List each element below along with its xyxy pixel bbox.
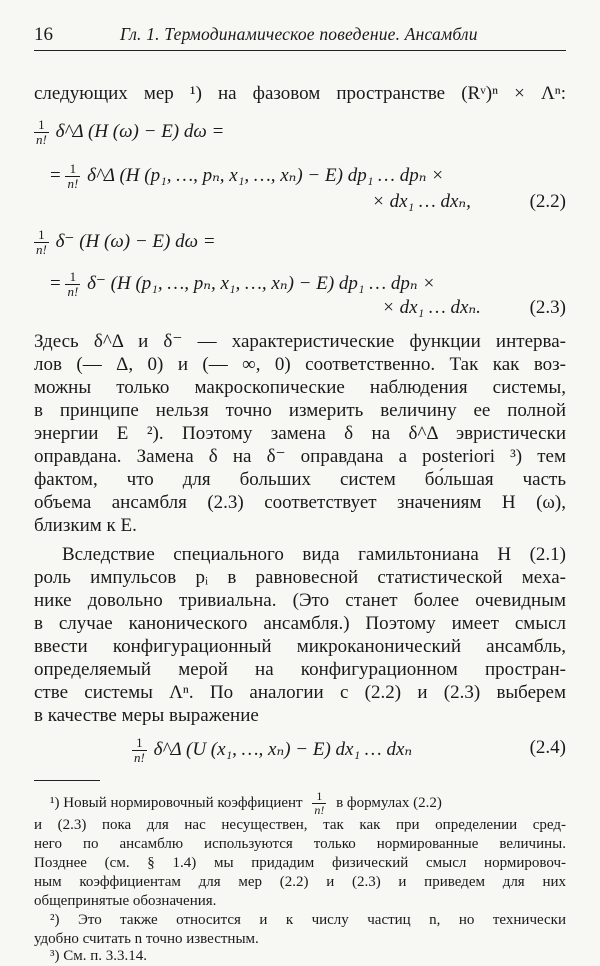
footnote-1-line: и (2.3) пока для нас несуществен, так как при определении сред- [34, 817, 566, 833]
equation-2-4: $\frac{1}{n!}$ δ^Δ (U (x₁, …, xₙ) − E) dx₁ … dxₙ [134, 735, 413, 765]
paragraph-1-line: лов (— Δ, 0) и (— ∞, 0) соответственно. Так как воз- [34, 354, 566, 375]
paragraph-2-line: роль импульсов pᵢ в равновесной статистической меха- [34, 567, 566, 588]
intro-line: следующих мер ¹) на фазовом пространстве (Rᵛ)ⁿ × Λⁿ: [34, 83, 566, 104]
paragraph-1-line: энергии E ²). Поэтому замена δ на δ^Δ эвристически [34, 423, 566, 444]
paragraph-2-line: нике довольно тривиальна. (Это станет более очевидным [34, 590, 566, 611]
equation-2-2-line-3: × dx₁ … dxₙ, [372, 191, 471, 212]
footnote-rule [34, 780, 100, 781]
footnote-1-line: него по ансамблю используются только нормированные величины. [34, 836, 566, 852]
paragraph-1-line: Здесь δ^Δ и δ⁻ — характеристические функции интерва- [34, 331, 566, 352]
paragraph-1-line: фактом, что для больших систем бо́льшая часть [34, 469, 566, 490]
paragraph-2-line: определяемый мерой на конфигурационном простран- [34, 659, 566, 680]
fraction: $\frac{1}{n!}$ [67, 269, 79, 299]
fraction: $\frac{1}{n!}$ [36, 117, 47, 147]
fraction: $\frac{1}{n!}$ [36, 227, 47, 257]
paragraph-1-line: близким к E. [34, 515, 137, 536]
paragraph-2-line: Вследствие специального вида гамильтониана H (2.1) [62, 544, 566, 565]
paragraph-1-line: можны только макроскопические наблюдения системы, [34, 377, 566, 398]
paragraph-2-line: ввести конфигурационный микроканонический ансамбль, [34, 636, 566, 657]
footnote-1-line: ным коэффициентам для мер (2.2) и (2.3) и приведем для них [34, 874, 566, 890]
running-title: Гл. 1. Термодинамическое поведение. Ансамбли [120, 24, 478, 44]
footnote-2-line: удобно считать n точно известным. [34, 931, 259, 947]
page-number: 16 [34, 24, 53, 45]
paragraph-2-line: стве системы Λⁿ. По аналогии с (2.2) и (2.3) выберем [34, 682, 566, 703]
equation-2-3-line-2: = $\frac{1}{n!}$ δ⁻ (H (p₁, …, pₙ, x₁, …, xₙ) − E) dp₁ … dpₙ × [50, 269, 436, 299]
footnote-1-line: ¹) Новый нормировочный коэффициент $\frac{1}{n!}$ в формулах (2.2) [50, 789, 442, 817]
page-header [34, 24, 566, 51]
fraction: $\frac{1}{n!}$ [134, 735, 145, 765]
paragraph-2-line: в случае канонического ансамбля.) Поэтому имеет смысл [34, 613, 566, 634]
paragraph-1-line: объема ансамбля (2.3) соответствует значениям H (ω), [34, 492, 566, 513]
paragraph-1-line: оправдана. Замена δ на δ⁻ оправдана a posteriori ³) тем [34, 446, 566, 467]
equation-number-2-2: (2.2) [529, 191, 566, 212]
paragraph-2-line: в качестве меры выражение [34, 705, 259, 726]
equation-2-2-line-1: $\frac{1}{n!}$ δ^Δ (H (ω) − E) dω = [36, 117, 225, 147]
equation-number-2-3: (2.3) [529, 297, 566, 318]
fraction: $\frac{1}{n!}$ [314, 789, 325, 817]
footnote-1-line: Позднее (см. § 1.4) мы придадим физический смысл нормировоч- [34, 855, 566, 871]
footnote-2-line: ²) Это также относится и к числу частиц n, но технически [50, 912, 566, 928]
equation-number-2-4: (2.4) [529, 737, 566, 758]
footnote-3: ³) См. п. 3.3.14. [50, 948, 148, 964]
fraction: $\frac{1}{n!}$ [67, 161, 79, 191]
equation-2-3-line-1: $\frac{1}{n!}$ δ⁻ (H (ω) − E) dω = [36, 227, 216, 257]
equation-2-2-line-2: = $\frac{1}{n!}$ δ^Δ (H (p₁, …, pₙ, x₁, …, xₙ) − E) dp₁ … dpₙ × [50, 161, 444, 191]
footnote-1-line: общепринятые обозначения. [34, 893, 217, 909]
paragraph-1-line: в принципе нельзя точно измерить величину ее полной [34, 400, 566, 421]
equation-2-3-line-3: × dx₁ … dxₙ. [382, 297, 481, 318]
